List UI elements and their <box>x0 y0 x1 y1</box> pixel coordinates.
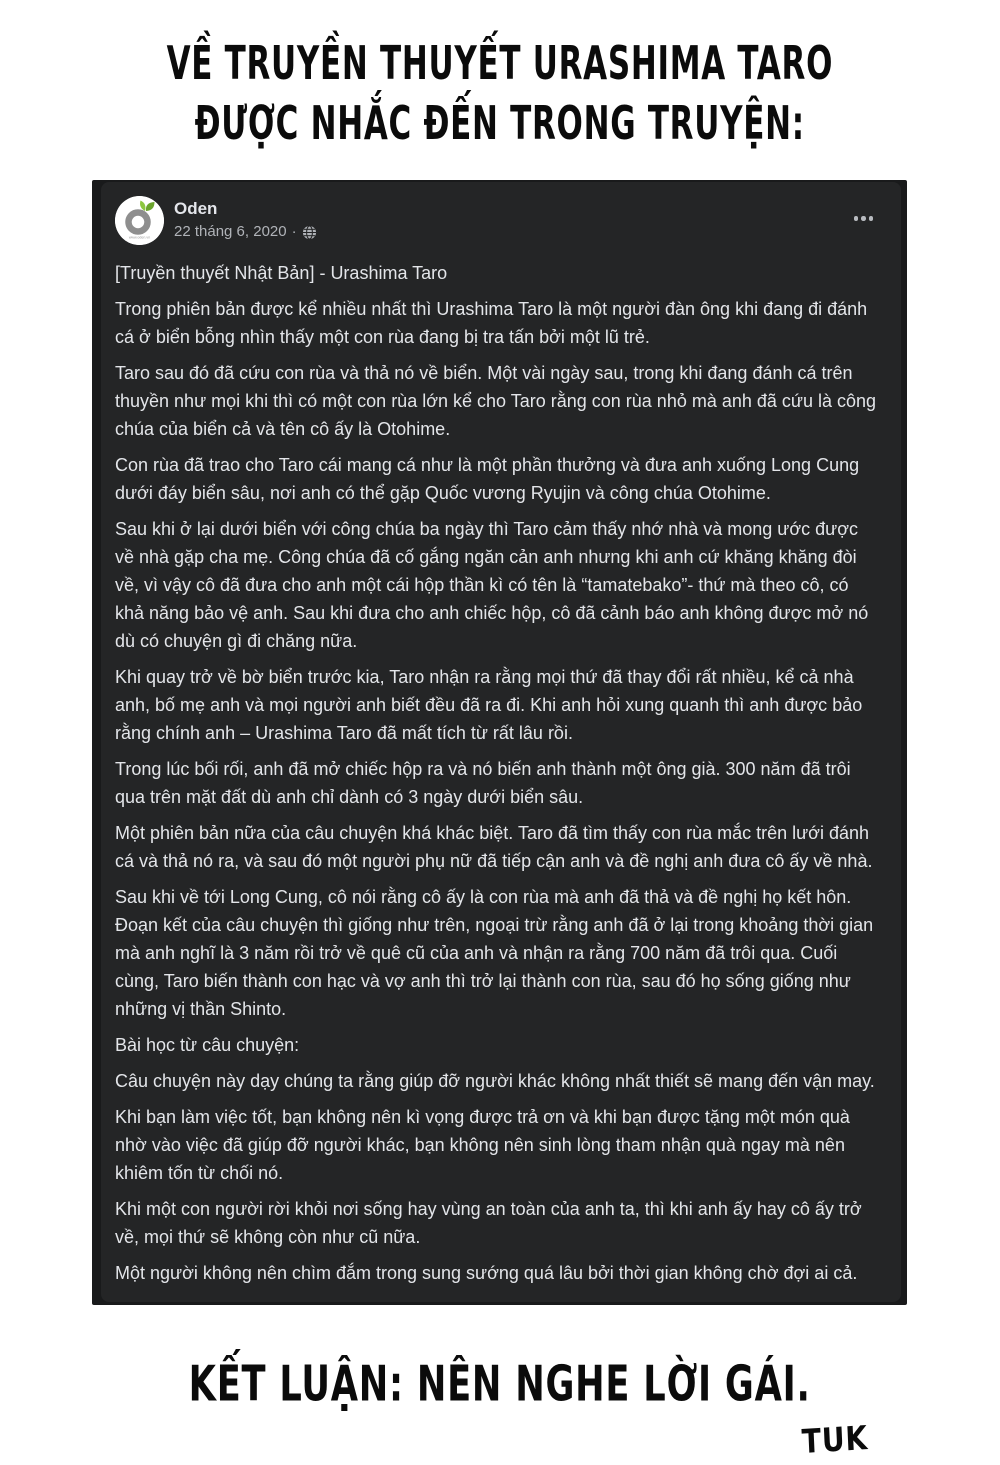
post-paragraph: Con rùa đã trao cho Taro cái mang cá như là một phần thưởng và đưa anh xuống Long Cung dưới đáy biển sâu, nơi anh có thể gặp Quốc vương Ryujin và công chúa Otohime. <box>115 455 860 503</box>
facebook-post-screenshot <box>92 180 907 1305</box>
post-paragraph: Một người không nên chìm đắm trong sung sướng quá lâu bởi thời gian không chờ đợi ai cả. <box>115 1263 858 1283</box>
ellipsis-icon <box>861 216 866 221</box>
svg-text:www.oden.vn: www.oden.vn <box>128 235 151 240</box>
oden-logo-icon <box>115 196 164 245</box>
top-title-line1-text: VỀ TRUYỀN THUYẾT URASHIMA TARO <box>166 37 834 91</box>
post-body <box>115 259 877 1287</box>
signature-text: TUK <box>801 1417 869 1462</box>
post-header <box>115 196 877 245</box>
post-paragraph: Sau khi ở lại dưới biển với công chúa ba ngày thì Taro cảm thấy nhớ nhà và mong ước được về nhà gặp cha mẹ. Công chúa đã cố gắng ngăn cản anh nhưng khi anh cứ khăng khăng đòi về, vì vậy cô đã đưa cho anh một cái hộp thần kì có tên là “tamatebako”- thứ mà theo cô, có khả năng bảo vệ anh. Sau khi đưa cho anh chiếc hộp, cô đã cảnh báo anh không được mở nó dù có chuyện gì đi chăng nữa. <box>115 519 869 651</box>
post-paragraph: [Truyền thuyết Nhật Bản] - Urashima Taro <box>115 263 448 283</box>
post-paragraph: Sau khi về tới Long Cung, cô nói rằng cô ấy là con rùa mà anh đã thả và đề nghị họ kết hôn. Đoạn kết của câu chuyện thì giống như trên, ngoại trừ rằng anh đã ở lại trong khoảng thời gian mà anh nghĩ là 3 năm rồi trở về quê cũ của anh và nhận ra rằng 700 năm đã trôi qua. Cuối cùng, Taro biến thành con hạc và vợ anh thì trở lại thành con rùa, sau đó họ sống giống như những vị thần Shinto. <box>115 887 874 1019</box>
globe-icon <box>302 225 317 240</box>
post-paragraph: Trong lúc bối rối, anh đã mở chiếc hộp ra và nó biến anh thành một ông già. 300 năm đã trôi qua trên mặt đất dù anh chỉ dành có 3 ngày dưới biển sâu. <box>115 759 851 807</box>
avatar[interactable] <box>115 196 164 245</box>
post-paragraph: Khi một con người rời khỏi nơi sống hay vùng an toàn của anh ta, thì khi anh ấy hay cô ấy trở về, mọi thứ sẽ không còn như cũ nữa. <box>115 1199 862 1247</box>
facebook-post-card <box>101 182 901 1302</box>
top-title-line2-text: ĐƯỢC NHẮC ĐẾN TRONG TRUYỆN: <box>194 97 806 151</box>
meta-separator: · <box>291 223 297 240</box>
post-menu-button[interactable] <box>850 210 878 227</box>
top-title-line1 <box>0 36 1000 92</box>
top-title <box>0 0 1000 152</box>
post-paragraph: Câu chuyện này dạy chúng ta rằng giúp đỡ người khác không nhất thiết sẽ mang đến vận may. <box>115 1071 875 1091</box>
author-name[interactable]: Oden <box>174 199 218 218</box>
post-paragraph: Khi bạn làm việc tốt, bạn không nên kì vọng được trả ơn và khi bạn được tặng một món quà nhờ vào việc đã giúp đỡ người khác, bạn không nên sinh lòng tham nhận quà ngay mà nên khiêm tốn từ chối nó. <box>115 1107 850 1183</box>
post-paragraph: Khi quay trở về bờ biển trước kia, Taro nhận ra rằng mọi thứ đã thay đổi rất nhiều, kể cả nhà anh, bố mẹ anh và mọi người anh biết đều đã ra đi. Khi anh hỏi xung quanh thì anh được bảo rằng chính anh – Urashima Taro đã mất tích từ rất lâu rồi. <box>115 667 863 743</box>
post-paragraph: Taro sau đó đã cứu con rùa và thả nó về biển. Một vài ngày sau, trong khi đang đánh cá trên thuyền như mọi khi thì có một con rùa lớn kể cho Taro rằng con rùa nhỏ mà anh đã cứu là công chúa của biển cả và tên cô ấy là Otohime. <box>115 363 877 439</box>
post-meta[interactable] <box>174 222 317 242</box>
post-paragraph: Bài học từ câu chuyện: <box>115 1035 300 1055</box>
author-block <box>174 196 317 242</box>
top-title-line2 <box>0 96 1000 152</box>
post-paragraph: Trong phiên bản được kể nhiều nhất thì Urashima Taro là một người đàn ông khi đang đi đánh cá ở biển bỗng nhìn thấy một con rùa đang bị tra tấn bởi một lũ trẻ. <box>115 299 868 347</box>
signature <box>0 1415 1000 1465</box>
ellipsis-icon <box>869 216 874 221</box>
post-date[interactable]: 22 tháng 6, 2020 <box>174 223 287 240</box>
bottom-title <box>0 1357 1000 1413</box>
post-paragraph: Một phiên bản nữa của câu chuyện khá khác biệt. Taro đã tìm thấy con rùa mắc trên lưới đánh cá và thả nó ra, và sau đó một người phụ nữ đã tiếp cận anh và đề nghị anh đưa cô ấy về nhà. <box>115 823 873 871</box>
bottom-title-text: KẾT LUẬN: NÊN NGHE LỜI GÁI. <box>189 1355 811 1414</box>
ellipsis-icon <box>854 216 859 221</box>
